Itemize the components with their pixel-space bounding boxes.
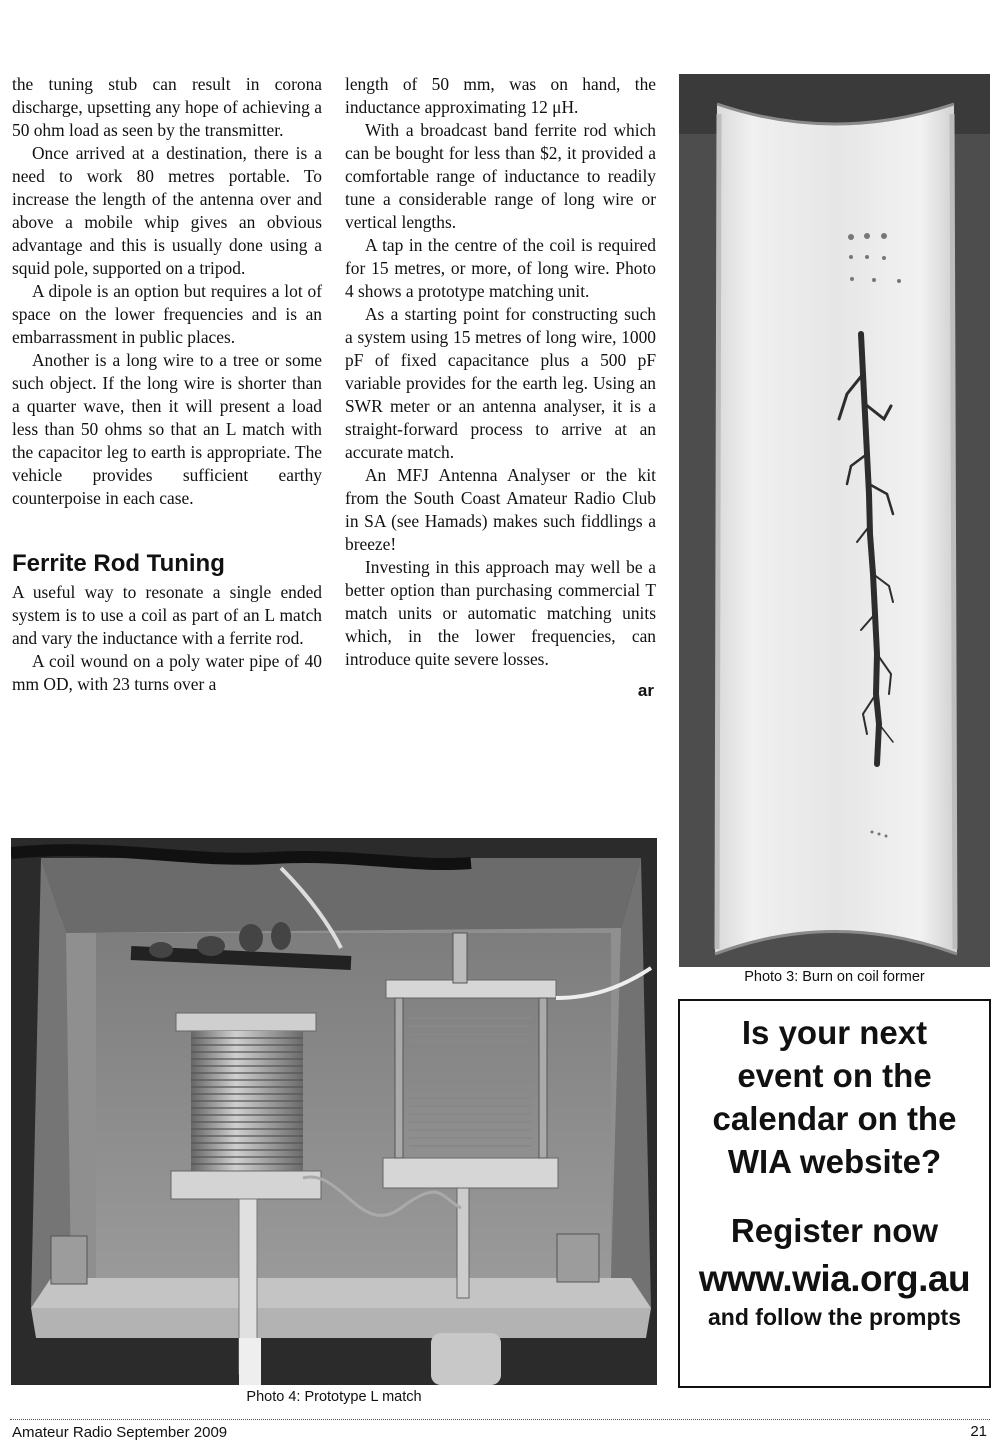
ad-follow-prompts: and follow the prompts <box>708 1304 961 1330</box>
paragraph: Investing in this approach may well be a better option than purchasing commercial T match units or automatic matching units which, in the lower frequencies, can introduce quite severe losses. <box>345 557 656 669</box>
article-column-1 <box>12 73 322 696</box>
footer-page-number: 21 <box>970 1423 987 1440</box>
wia-advertisement <box>678 999 991 1388</box>
ad-question-line: event on the <box>737 1057 932 1094</box>
photo-3-caption: Photo 3: Burn on coil former <box>744 969 925 985</box>
paragraph: the tuning stub can result in corona discharge, upsetting any hope of achieving a 50 ohm load as seen by the transmitter. <box>12 74 322 140</box>
ad-register-now: Register now <box>730 1212 939 1249</box>
paragraph: Once arrived at a destination, there is a need to work 80 metres portable. To increase the length of the antenna over and above a mobile whip gives an obvious advantage and this is usually done using a squid pole, supported on a tripod. <box>12 143 322 278</box>
paragraph: A dipole is an option but requires a lot of space on the lower frequencies and is an embarrassment in public places. <box>12 281 322 347</box>
ad-question-line: WIA website? <box>727 1143 942 1180</box>
paragraph: A coil wound on a poly water pipe of 40 mm OD, with 23 turns over a <box>12 651 322 694</box>
photo-burn-on-coil-former <box>679 74 990 967</box>
paragraph: As a starting point for constructing such a system using 15 metres of long wire, 1000 pF of fixed capacitance plus a 500 pF variable provides for the earth leg. Using an SWR meter or an antenna analyser, it is a straight-forward process to arrive at an accurate match. <box>345 304 656 462</box>
paragraph: A useful way to resonate a single ended system is to use a coil as part of an L match and vary the inductance with a ferrite rod. <box>12 582 322 648</box>
article-column-2 <box>345 73 656 702</box>
paragraph: With a broadcast band ferrite rod which can be bought for less than $2, it provided a comfortable range of inductance to readily tune a considerable range of long wire or vertical lengths. <box>345 120 656 232</box>
article-end-mark: ar <box>637 681 654 700</box>
ad-question-line: Is your next <box>741 1014 928 1051</box>
paragraph: An MFJ Antenna Analyser or the kit from the South Coast Amateur Radio Club in SA (see Hamads) makes such fiddlings a breeze! <box>345 465 656 554</box>
paragraph: A tap in the centre of the coil is required for 15 metres, or more, of long wire. Photo 4 shows a prototype matching unit. <box>345 235 656 301</box>
photo-prototype-l-match <box>11 838 657 1385</box>
section-heading: Ferrite Rod Tuning <box>12 550 225 577</box>
ad-website-link[interactable]: www.wia.org.au <box>698 1258 971 1299</box>
footer-publication: Amateur Radio September 2009 <box>12 1424 228 1441</box>
ad-question <box>680 1011 989 1183</box>
paragraph: Another is a long wire to a tree or some such object. If the long wire is shorter than a quarter wave, then it will present a load less than 50 ohms so that an L match with the capacitor leg to earth is appropriate. The vehicle provides sufficient earthy counterpoise in each case. <box>12 350 322 508</box>
paragraph: length of 50 mm, was on hand, the inductance approximating 12 μH. <box>345 74 656 117</box>
photo-4-caption: Photo 4: Prototype L match <box>246 1389 422 1405</box>
ad-question-line: calendar on the <box>712 1100 957 1137</box>
footer-divider <box>10 1419 990 1420</box>
